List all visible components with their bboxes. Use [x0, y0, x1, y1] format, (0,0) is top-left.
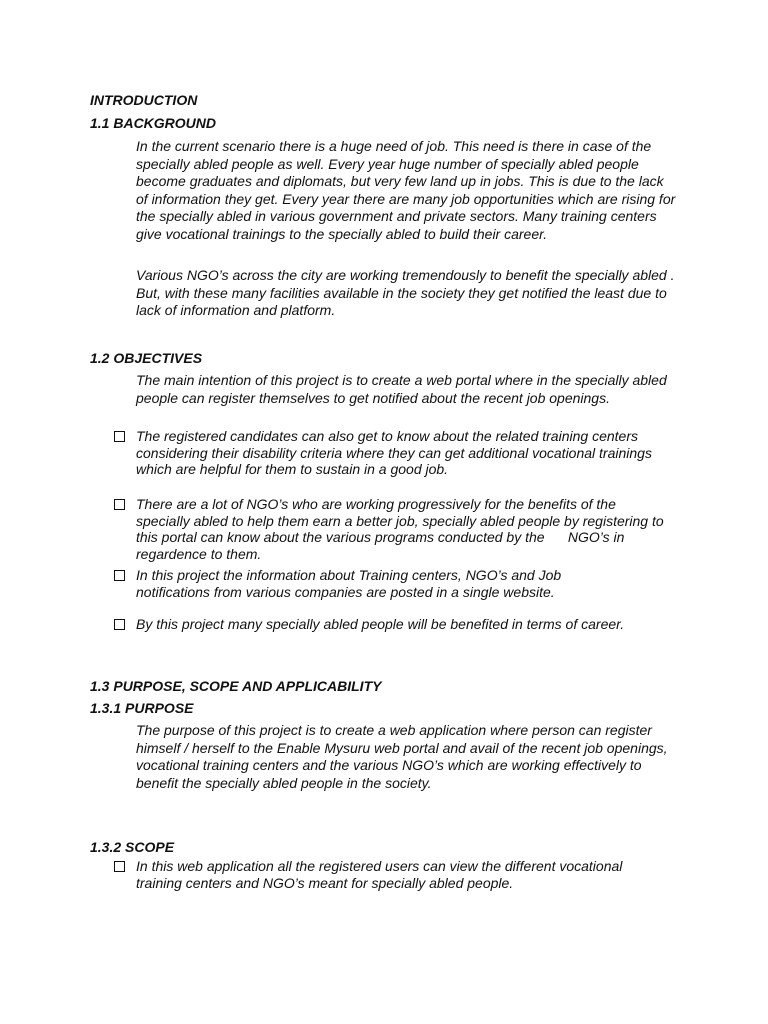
purpose-scope-heading: 1.3 PURPOSE, SCOPE AND APPLICABILITY — [90, 678, 382, 694]
checkbox-square-icon — [114, 431, 125, 442]
scope-bullet-1 — [114, 858, 674, 891]
checkbox-square-icon — [114, 499, 125, 510]
background-heading: 1.1 BACKGROUND — [90, 115, 217, 131]
objectives-bullet-text: The registered candidates can also get to know about the related training centers considering their disability criteria where they can get additional vocational trainings which are helpful for them to sustain in a good job. — [136, 428, 652, 477]
objectives-heading: 1.2 OBJECTIVES — [90, 350, 203, 366]
purpose-paragraph: The purpose of this project is to create a web application where person can register himself / herself to the Enable Mysuru web portal and avail of the recent job openings, vocational training centers and the various NGO’s which are working effectively to benefit the specially abled people in the society. — [136, 722, 668, 791]
checkbox-square-icon — [114, 861, 125, 872]
objectives-intro-paragraph: The main intention of this project is to create a web portal where in the specially abled people can register themselves to get notified about the recent job openings. — [136, 372, 667, 406]
checkbox-square-icon — [114, 619, 125, 630]
scope-subheading: 1.3.2 SCOPE — [90, 839, 175, 855]
objectives-bullet-text: In this project the information about Training centers, NGO’s and Job notifications from various companies are posted in a single website. — [136, 567, 562, 600]
objectives-bullet-2 — [114, 496, 674, 562]
scope-bullet-text: In this web application all the registered users can view the different vocational training centers and NGO’s meant for specially abled people. — [136, 858, 623, 891]
checkbox-square-icon — [114, 570, 125, 581]
background-paragraph-2: Various NGO’s across the city are working tremendously to benefit the specially abled . But, with these many facilities available in the society they get notified the least due to lack of information and platform. — [136, 267, 675, 318]
objectives-bullet-4 — [114, 616, 674, 633]
objectives-bullet-3 — [114, 567, 674, 600]
background-paragraph-1: In the current scenario there is a huge need of job. This need is there in case of the specially abled people as well. Every year huge number of specially abled people become graduates and diplomats, but very few land up in jobs. This is due to the lack of information they get. Every year there are many job opportunities which are rising for the specially abled in various government and private sectors. Many training centers give vocational trainings to the specially abled to build their career. — [136, 138, 676, 242]
objectives-bullet-1 — [114, 428, 674, 478]
purpose-subheading: 1.3.1 PURPOSE — [90, 700, 194, 716]
introduction-heading: INTRODUCTION — [90, 92, 198, 108]
objectives-bullet-text: By this project many specially abled people will be benefited in terms of career. — [136, 616, 625, 632]
objectives-bullet-text: There are a lot of NGO’s who are working progressively for the benefits of the specially abled to help them earn a better job, specially abled people by registering to this portal can know about the various programs conducted by the NGO’s in regardence to them. — [136, 496, 668, 562]
